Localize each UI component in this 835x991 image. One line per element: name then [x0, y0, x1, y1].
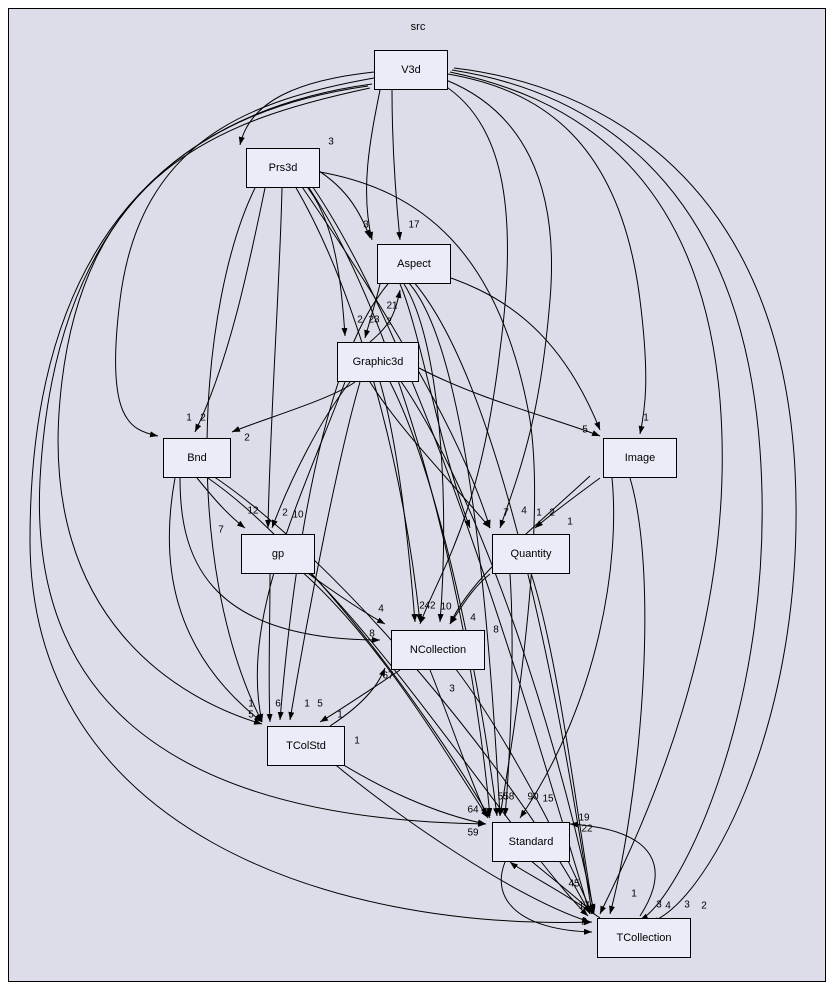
edge-weight-label: 2 [386, 316, 392, 328]
edge-weight-label: 2 [549, 507, 555, 519]
edge-weight-label: 2 [200, 412, 206, 424]
graph-node-tcolstd[interactable] [267, 726, 345, 766]
edge-weight-label: 5 [248, 709, 254, 721]
node-label: gp [271, 548, 285, 560]
edge-weight-label: 15 [542, 793, 554, 805]
cluster-label: src [410, 21, 426, 33]
edge-weight-label: 1 [186, 412, 192, 424]
node-label: TCollection [616, 932, 672, 944]
node-label: Quantity [510, 548, 552, 560]
node-label: Standard [508, 836, 554, 848]
edge-weight-label: 21 [386, 300, 398, 312]
edge-weight-label: 4 [521, 505, 527, 517]
edge-weight-label: 7 [503, 507, 509, 519]
node-label: Image [624, 452, 656, 464]
edge-weight-label: 17 [408, 219, 420, 231]
graph-node-quantity[interactable] [492, 534, 570, 574]
edge-weight-label: 23 [368, 314, 380, 326]
edge-weight-label: 10 [440, 601, 452, 613]
edge-weight-label: 4 [665, 900, 671, 912]
edge-weight-label: 8 [369, 628, 375, 640]
graph-node-tcollection[interactable] [597, 918, 691, 958]
edge-weight-label: 90 [527, 791, 539, 803]
edge-weight-label: 45 [568, 878, 580, 890]
edge-weight-label: 12 [247, 505, 259, 517]
edge-weight-label: 3 [656, 899, 662, 911]
edge-weight-label: 2 [282, 507, 288, 519]
node-label: Prs3d [268, 162, 298, 174]
edge-weight-label: 8 [493, 624, 499, 636]
edge-weight-label: 1 [567, 516, 573, 528]
edge-weight-label: 1 [248, 698, 254, 710]
node-label: Bnd [187, 452, 207, 464]
graph-node-ncollection[interactable] [391, 630, 485, 670]
graph-node-standard[interactable] [492, 822, 570, 862]
edge-weight-label: 6 [275, 698, 281, 710]
edge-weight-label: 2 [581, 916, 587, 928]
graph-node-prs3d[interactable] [246, 148, 320, 188]
edge-weight-label: 5 [317, 698, 323, 710]
edge-weight-label: 2 [357, 314, 363, 326]
edge-weight-label: 2 [701, 900, 707, 912]
graph-node-image[interactable] [603, 438, 677, 478]
edge-weight-label: 1 [304, 698, 310, 710]
edge-weight-label: 4 [470, 612, 476, 624]
edge-weight-label: 1 [643, 412, 649, 424]
edge-weight-label: 59 [467, 827, 479, 839]
node-label: Graphic3d [352, 356, 404, 368]
edge-weight-label: 22 [581, 823, 593, 835]
edge-weight-label: 558 [497, 791, 515, 803]
graph-node-graphic3d[interactable] [337, 342, 419, 382]
edge-weight-label: 42 [424, 600, 436, 612]
edge-weight-label: 3 [684, 899, 690, 911]
node-label: V3d [401, 64, 421, 76]
edge-weight-label: 1 [354, 735, 360, 747]
node-label: TColStd [286, 740, 326, 752]
edge-weight-label: 3 [449, 683, 455, 695]
edge-weight-label: 7 [218, 524, 224, 536]
edge-weight-label: 2 [244, 432, 250, 444]
edge-weight-label: 5 [582, 424, 588, 436]
edge-weight-label: 4 [378, 603, 384, 615]
graph-node-aspect[interactable] [377, 244, 451, 284]
edge-weight-label: 3 [363, 219, 369, 231]
edge-weight-label: 1 [631, 888, 637, 900]
edge-weight-label: 2 [419, 600, 425, 612]
graph-node-v3d[interactable] [374, 50, 448, 90]
edge-weight-label: 10 [292, 509, 304, 521]
graph-node-gp[interactable] [241, 534, 315, 574]
edge-weight-label: 67 [382, 670, 394, 682]
edge-weight-label: 1 [337, 709, 343, 721]
edge-weight-label: 17 [578, 900, 590, 912]
edge-weight-label: 1 [536, 507, 542, 519]
edge-weight-label: 64 [467, 804, 479, 816]
edge-weight-label: 19 [578, 812, 590, 824]
node-label: NCollection [409, 644, 467, 656]
edge-weight-label: 3 [328, 136, 334, 148]
graph-node-bnd[interactable] [163, 438, 231, 478]
node-label: Aspect [397, 258, 431, 270]
